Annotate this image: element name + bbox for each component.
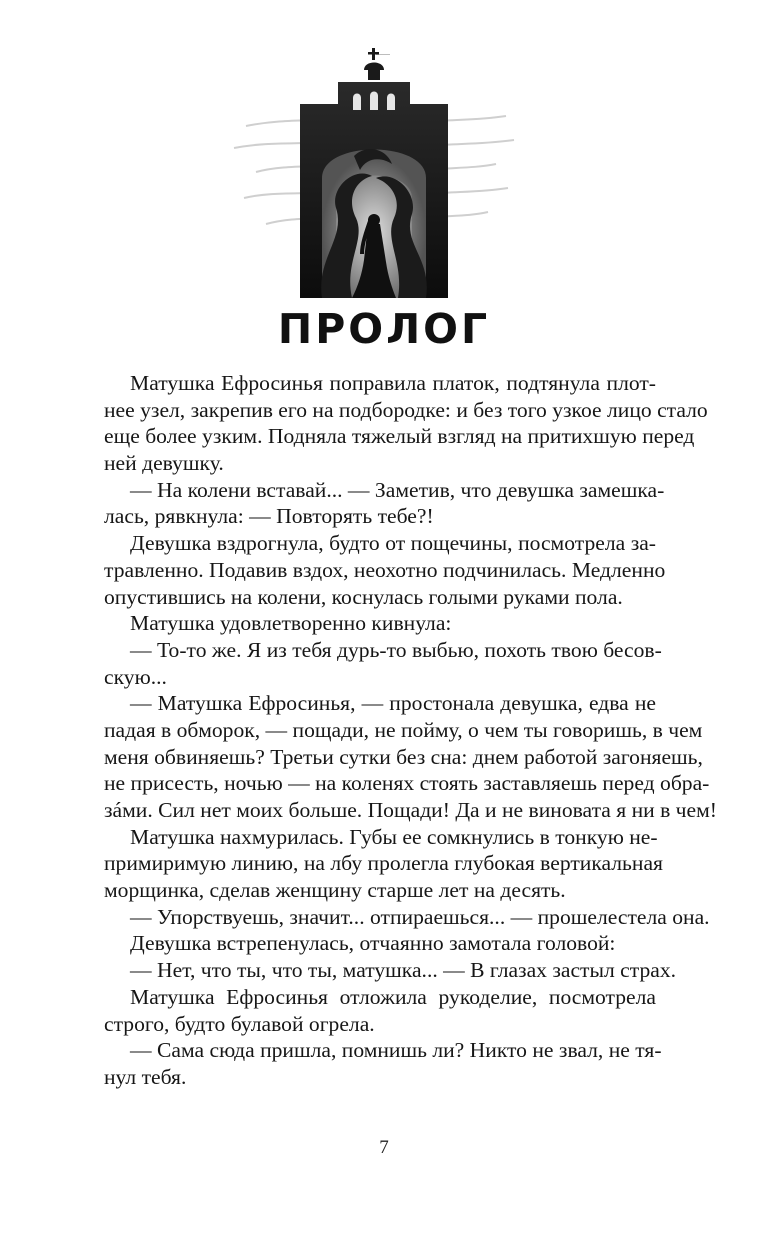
text-line: опустившись на колени, коснулась голыми руками пола. <box>104 584 623 609</box>
text-line: ней девушку. <box>104 451 224 476</box>
chapel-windows <box>353 92 395 111</box>
text-line: нул тебя. <box>104 1064 187 1089</box>
text-line: — Нет, что ты, что ты, матушка... — В глазах застыл страх. <box>130 958 677 983</box>
text-line: Матушка удовлетворенно кивнула: <box>130 611 452 636</box>
body-text <box>104 370 717 1091</box>
chapter-title: ПРОЛОГ <box>277 305 491 353</box>
text-line: — Упорствуешь, значит... отпираешься... — прошелестела она. <box>130 904 710 929</box>
text-line: Девушка вздрогнула, будто от пощечины, посмотрела за- <box>130 531 656 556</box>
text-line: нее узел, закрепив его на подбородке: и без того узкое лицо стало <box>104 397 708 422</box>
text-line: строго, будто булавой огрела. <box>104 1011 375 1036</box>
chapel-arch-with-girl-illustration <box>226 48 522 298</box>
text-line: примиримую линию, на лбу пролегла глубокая вертикальная <box>104 851 663 876</box>
text-line: лась, рявкнула: — Повторять тебе?! <box>104 504 434 529</box>
text-line: морщинка, сделав женщину старше лет на десять. <box>104 878 566 903</box>
text-line: — Сама сюда пришла, помнишь ли? Никто не звал, не тя- <box>130 1038 662 1063</box>
text-line: травленно. Подавив вздох, неохотно подчинилась. Медленно <box>104 557 666 582</box>
text-line: меня обвиняешь? Третьи сутки без сна: днем работой загоняешь, <box>104 744 703 769</box>
text-line: не присесть, ночью — на коленях стоять заставляешь перед обра- <box>104 771 710 796</box>
text-line: Матушка Ефросинья отложила рукоделие, посмотрела <box>130 984 656 1009</box>
text-line: скую... <box>104 664 167 689</box>
text-line: Девушка встрепенулась, отчаянно замотала головой: <box>130 931 616 956</box>
text-line: Матушка нахмурилась. Губы ее сомкнулись в тонкую не- <box>130 824 658 849</box>
text-line: еще более узким. Подняла тяжелый взгляд на притихшую перед <box>104 424 695 449</box>
text-line: — То-то же. Я из тебя дурь-то выбью, похоть твою бесов- <box>130 637 662 662</box>
chapel-cross <box>364 48 384 80</box>
page-number: 7 <box>379 1137 389 1158</box>
text-line: — На колени вставай... — Заметив, что девушка замешка- <box>130 477 665 502</box>
text-line: — Матушка Ефросинья, — простонала девушка, едва не <box>130 691 656 716</box>
text-line: падая в обморок, — пощади, не пойму, о чем ты говоришь, в чем <box>104 717 703 742</box>
text-line: зáми. Сил нет моих больше. Пощади! Да и не виновата я ни в чем! <box>104 798 717 822</box>
text-line: Матушка Ефросинья поправила платок, подтянула плот- <box>130 371 656 395</box>
